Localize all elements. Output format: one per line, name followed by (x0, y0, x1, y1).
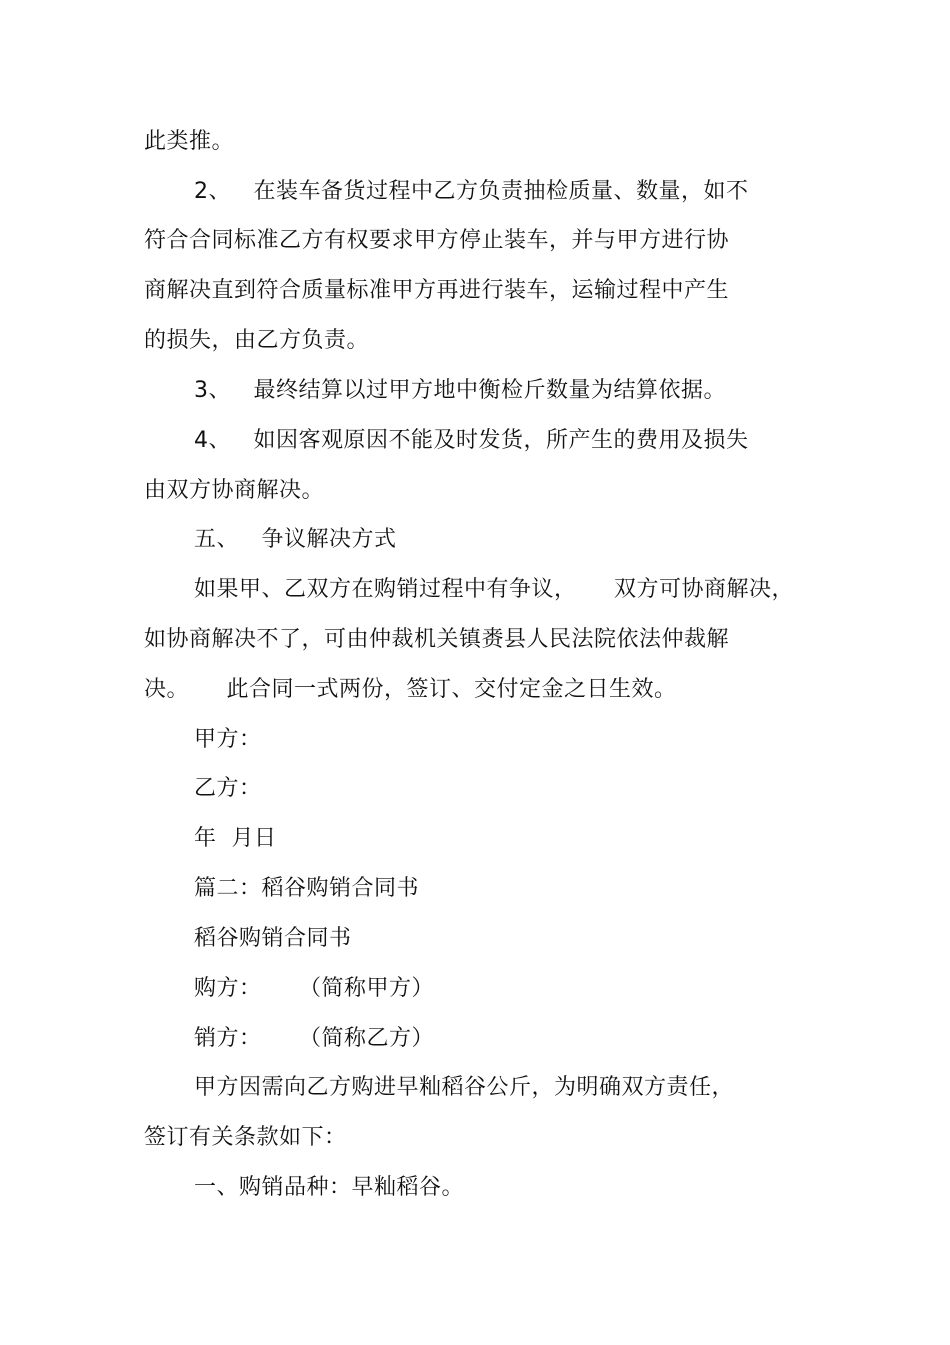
seller-line: 销方： （简称乙方） (194, 1026, 434, 1051)
text-line: 如协商解决不了，可由仲裁机关镇赉县人民法院依法仲裁解 (144, 627, 730, 652)
party-a-label: 甲方： (194, 727, 262, 752)
text-line: 如果甲、乙双方在购销过程中有争议， 双方可协商解决， (194, 577, 794, 602)
text-line: 商解决直到符合质量标准甲方再进行装车，运输过程中产生 (144, 278, 730, 303)
text-line: 4、 如因客观原因不能及时发货，所产生的费用及损失 (194, 428, 749, 453)
text-line: 此类推。 (144, 129, 235, 154)
buyer-line: 购方： （简称甲方） (194, 976, 434, 1001)
text-line: 签订有关条款如下： (144, 1125, 347, 1150)
date-line: 年 月日 (194, 826, 277, 851)
text-line: 由双方协商解决。 (144, 478, 325, 503)
text-line: 符合合同标准乙方有权要求甲方停止装车，并与甲方进行协 (144, 228, 730, 253)
text-line: 的损失，由乙方负责。 (144, 328, 370, 353)
chapter-heading: 篇二：稻谷购销合同书 (194, 876, 420, 901)
text-line: 2、 在装车备货过程中乙方负责抽检质量、数量，如不 (194, 179, 749, 204)
text-line: 3、 最终结算以过甲方地中衡检斤数量为结算依据。 (194, 378, 726, 403)
section-heading: 五、 争议解决方式 (194, 527, 397, 552)
text-line: 决。 此合同一式两份，签订、交付定金之日生效。 (144, 677, 677, 702)
contract-title: 稻谷购销合同书 (194, 926, 352, 951)
text-line: 甲方因需向乙方购进早籼稻谷公斤，为明确双方责任， (194, 1075, 735, 1100)
party-b-label: 乙方： (194, 776, 262, 801)
text-line: 一、购销品种：早籼稻谷。 (194, 1175, 465, 1200)
